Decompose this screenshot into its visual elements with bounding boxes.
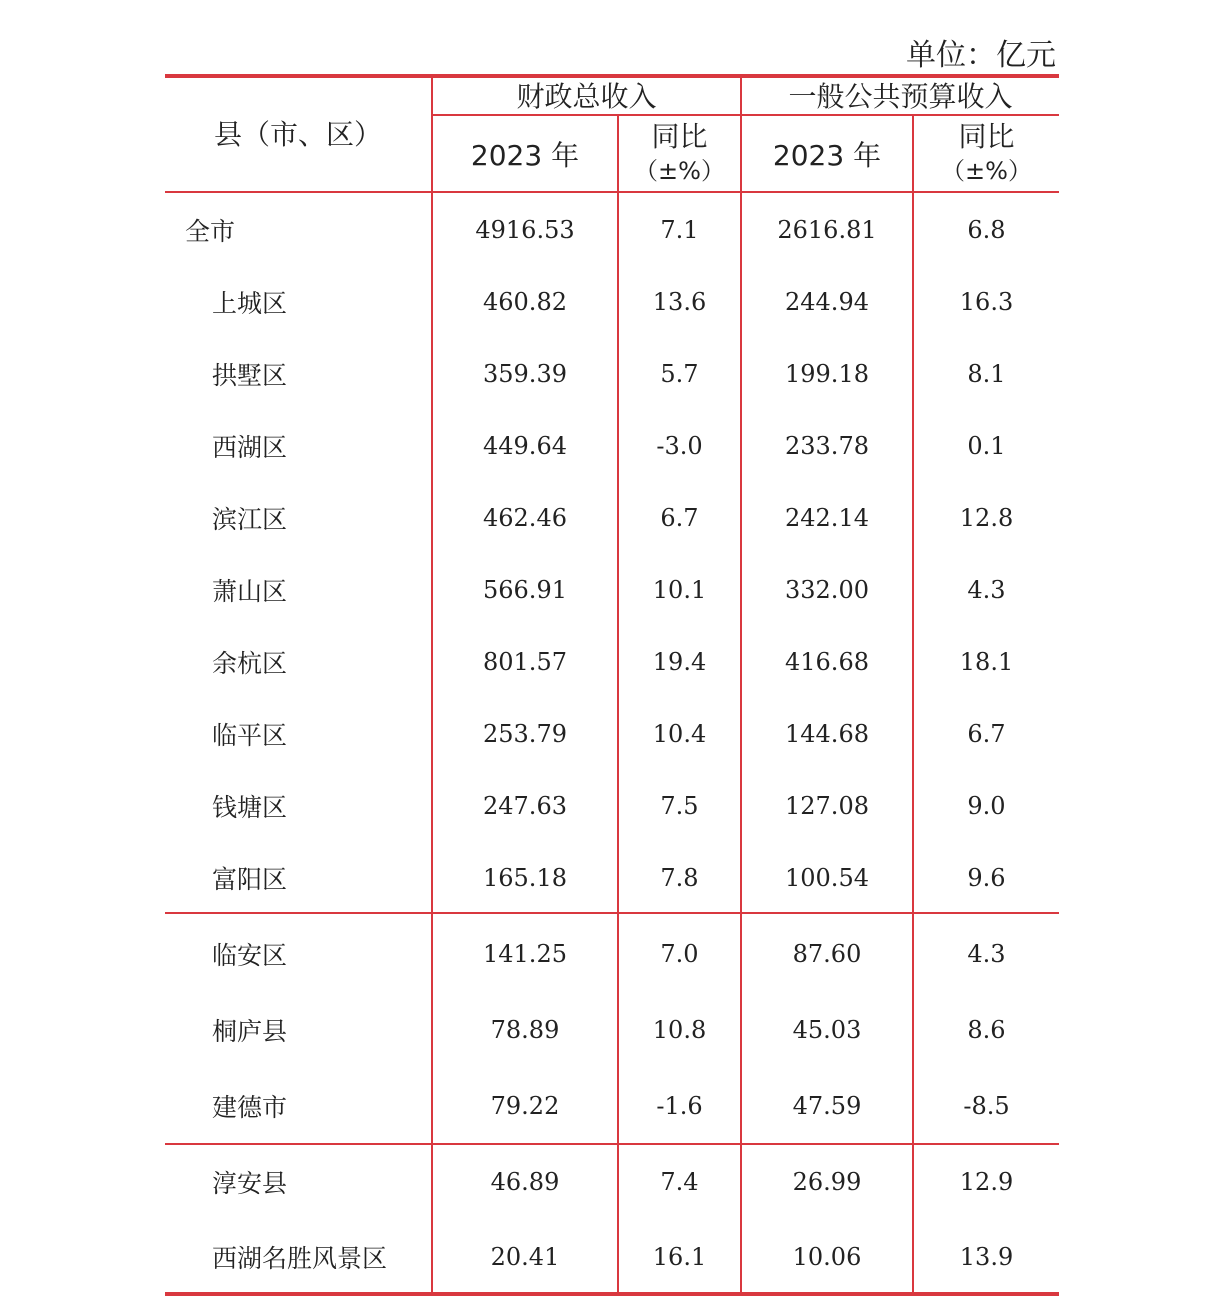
fiscal-yoy-value: 10.4 [652,720,707,748]
header-bottom-rule [165,191,1059,193]
fiscal-yoy-value: -1.6 [656,1092,703,1120]
budget-value: 144.68 [785,720,869,748]
region-name: 余杭区 [212,649,288,678]
region-name: 建德市 [212,1093,288,1122]
budget-yoy-value: 4.3 [967,940,1006,968]
fiscal-total-value: 79.22 [490,1092,560,1120]
header-fiscal-total: 财政总收入 [516,80,657,113]
header-general-budget: 一般公共预算收入 [788,80,1013,113]
budget-value: 127.08 [785,792,869,820]
budget-value: 242.14 [785,504,869,532]
budget-value: 10.06 [792,1243,862,1271]
header-fiscal-yoy-label: 同比 [651,119,708,153]
region-name: 西湖区 [212,433,288,462]
budget-yoy-value: 12.9 [959,1168,1014,1196]
fiscal-total-value: 566.91 [483,576,567,604]
region-name: 全市 [185,217,236,246]
budget-yoy-value: 9.6 [967,864,1006,892]
region-name: 桐庐县 [212,1017,288,1046]
fiscal-total-value: 449.64 [483,432,567,460]
budget-value: 416.68 [785,648,869,676]
fiscal-total-value: 165.18 [483,864,567,892]
fiscal-yoy-value: 7.1 [660,216,699,244]
region-name: 富阳区 [212,865,288,894]
region-name: 临安区 [212,941,288,970]
region-name: 淳安县 [212,1169,288,1198]
budget-yoy-value: 0.1 [967,432,1006,460]
region-name: 上城区 [212,289,288,318]
fiscal-yoy-value: 16.1 [652,1243,707,1271]
region-name: 西湖名胜风景区 [212,1244,388,1273]
header-region: 县（市、区） [213,117,382,151]
fiscal-yoy-value: -3.0 [656,432,703,460]
header-budget-yoy [914,116,1059,191]
budget-value: 45.03 [792,1016,862,1044]
fiscal-yoy-value: 7.8 [660,864,699,892]
fiscal-yoy-value: 19.4 [652,648,707,676]
fiscal-total-value: 460.82 [483,288,567,316]
budget-value: 26.99 [792,1168,862,1196]
budget-value: 332.00 [785,576,869,604]
budget-value: 47.59 [792,1092,862,1120]
fiscal-total-value: 46.89 [490,1168,560,1196]
revenue-table [165,74,1059,1296]
region-name: 钱塘区 [212,793,288,822]
budget-yoy-value: 13.9 [959,1243,1014,1271]
header-fiscal-yoy-unit: （±%） [634,156,725,185]
fiscal-total-value: 247.63 [483,792,567,820]
header-budget-yoy-unit: （±%） [941,156,1032,185]
fiscal-total-value: 253.79 [483,720,567,748]
budget-yoy-value: 9.0 [967,792,1006,820]
budget-value: 100.54 [785,864,869,892]
budget-yoy-value: 18.1 [959,648,1014,676]
table-bottom-rule [165,1292,1059,1296]
budget-yoy-value: 6.7 [967,720,1006,748]
fiscal-yoy-value: 10.8 [652,1016,707,1044]
budget-yoy-value: -8.5 [963,1092,1010,1120]
budget-yoy-value: 6.8 [967,216,1006,244]
fiscal-total-value: 141.25 [483,940,567,968]
fiscal-total-value: 20.41 [490,1243,560,1271]
fiscal-total-value: 359.39 [483,360,567,388]
fiscal-yoy-value: 7.4 [660,1168,699,1196]
fiscal-total-value: 4916.53 [475,216,575,244]
header-budget-year: 2023 年 [772,138,882,172]
fiscal-yoy-value: 7.5 [660,792,699,820]
budget-value: 87.60 [792,940,862,968]
header-fiscal-yoy [619,116,740,191]
fiscal-total-value: 801.57 [483,648,567,676]
unit-label: 单位：亿元 [906,38,1056,73]
region-name: 滨江区 [212,505,288,534]
section-rule-1 [165,912,1059,914]
budget-yoy-value: 12.8 [959,504,1014,532]
fiscal-yoy-value: 10.1 [652,576,707,604]
budget-value: 199.18 [785,360,869,388]
budget-value: 233.78 [785,432,869,460]
region-name: 拱墅区 [212,361,288,390]
region-name: 萧山区 [212,577,288,606]
budget-yoy-value: 8.6 [967,1016,1006,1044]
budget-value: 244.94 [785,288,869,316]
section-rule-2 [165,1143,1059,1145]
header-budget-yoy-label: 同比 [958,119,1015,153]
budget-yoy-value: 8.1 [967,360,1006,388]
fiscal-yoy-value: 5.7 [660,360,699,388]
fiscal-yoy-value: 6.7 [660,504,699,532]
fiscal-total-value: 78.89 [490,1016,560,1044]
budget-value: 2616.81 [777,216,877,244]
fiscal-total-value: 462.46 [483,504,567,532]
region-name: 临平区 [212,721,288,750]
budget-yoy-value: 16.3 [959,288,1014,316]
budget-yoy-value: 4.3 [967,576,1006,604]
header-fiscal-year: 2023 年 [470,138,580,172]
fiscal-yoy-value: 13.6 [652,288,707,316]
fiscal-yoy-value: 7.0 [660,940,699,968]
